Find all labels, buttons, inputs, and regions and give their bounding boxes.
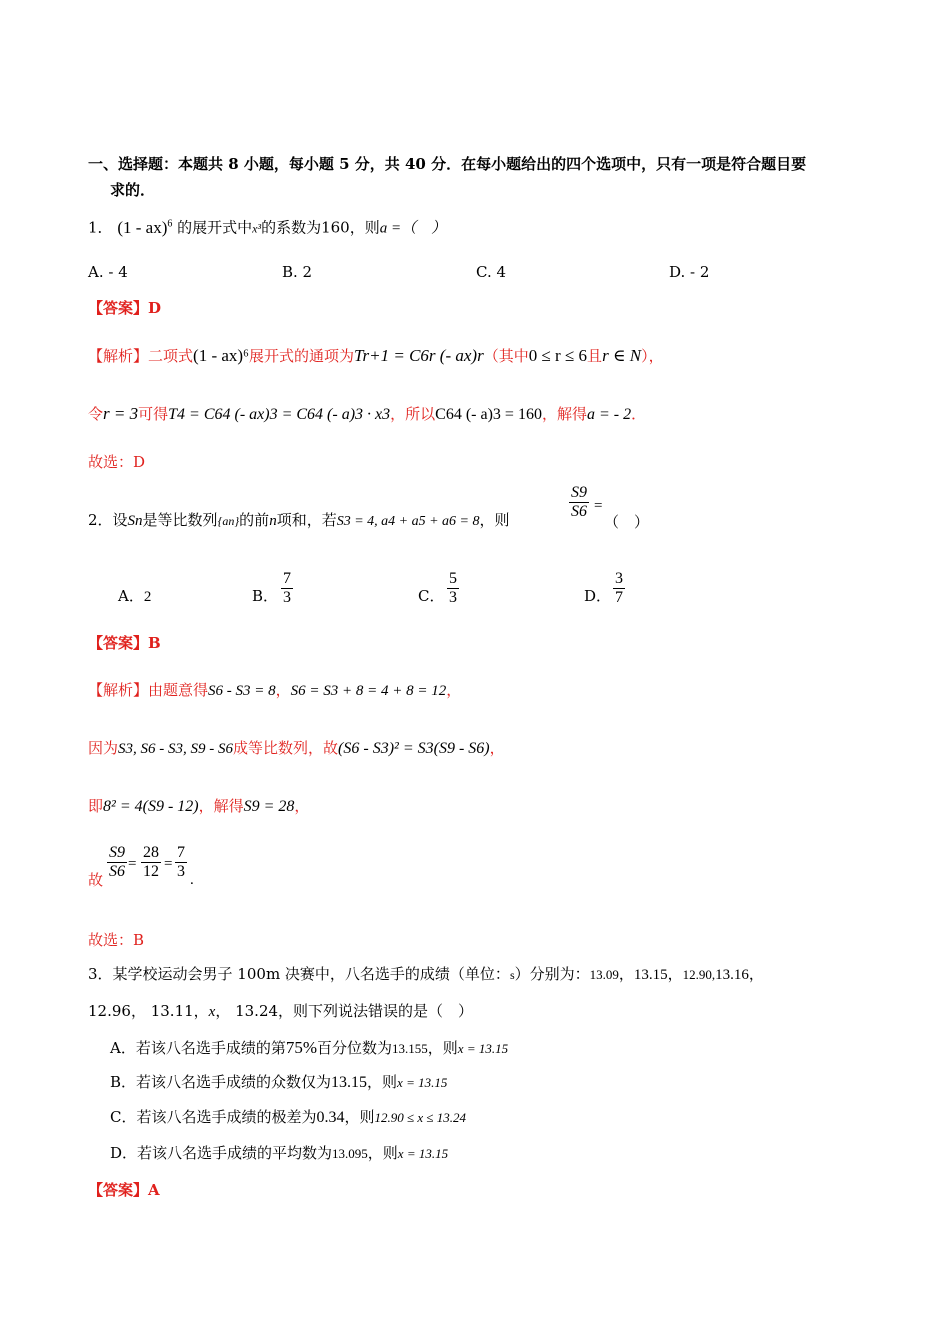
q1-option-c: C. 4 [476,263,507,281]
frac-denominator: S6 [109,863,125,880]
q1-answer [88,298,161,318]
q1-a1c: 展开式的通项为 [249,347,355,365]
opt-value: 13.155 [392,1041,428,1056]
q1-x3: x³ [252,221,262,236]
q3-sep: ， [748,965,764,983]
frac-denominator: 3 [283,589,291,606]
q3-option-a [110,1038,508,1059]
q2-a3e: ， [294,797,310,815]
q2-ratio-fraction-3 [175,844,187,881]
section-title-cont: 求的． [110,181,156,199]
q3-value-2: 13.15 [633,967,668,983]
q2-a2c: 成等比数列，故 [233,739,339,757]
q2-a3c: ，解得 [198,797,244,815]
q2-s9: S9 = 28 [243,798,295,815]
q1-number: 1． [88,218,113,237]
answer-label: 【答案】 [88,299,149,317]
frac-denominator: 7 [615,589,623,606]
q3-text-c: 12.96， 13.11， [88,1002,209,1020]
q3-answer [88,1180,160,1200]
answer-label: 【答案】 [88,1181,149,1199]
q2-s6: S6 = S3 + 8 = 4 + 8 = 12 [290,683,447,699]
q3-text-b: ）分别为： [514,965,590,983]
opt-value: 0.34 [316,1109,345,1126]
q2-text-d: ，则 [479,511,510,529]
opt-text: B．若该八名选手成绩的众数仅为 [110,1073,332,1091]
opt-value: 13.15 [331,1074,368,1091]
opt-condition: 12.90 ≤ x ≤ 13.24 [374,1110,467,1125]
q2-option-a [118,586,151,607]
opt-condition: x = 13.15 [397,1075,448,1090]
option-label: A． [118,587,144,605]
q2-option-d [584,586,611,606]
opt-condition: x = 13.15 [457,1041,509,1056]
q1-option-b: B. 2 [282,263,313,281]
frac-denominator: 3 [177,863,185,880]
q3-stem-line2 [88,1001,473,1022]
frac-numerator: 7 [283,570,291,587]
q3-option-c [110,1107,466,1128]
opt-text: 百分位数为 [317,1039,393,1057]
q2-stem-paren: （ ） [604,513,650,531]
q1-a2e: ，所以 [390,405,436,423]
q2-a2e: ， [489,739,505,757]
q1-analysis-line1 [88,346,664,366]
q3-sep: ， [618,965,634,983]
frac-numerator: 5 [449,570,457,587]
answer-label: 【答案】 [88,634,149,652]
opt-text: ，则 [344,1108,375,1126]
answer-value: A [148,1181,160,1199]
opt-text: A．若该八名选手成绩的第 [110,1039,286,1057]
q1-r-in-n: r ∈ N [602,346,642,365]
q1-option-d: D. - 2 [669,263,710,281]
q2-eq3: 8² = 4(S9 - 12) [103,798,199,815]
q2-analysis-line2 [88,738,505,759]
q2-an: {an} [217,514,240,528]
q1-a1e: （其中 [483,347,529,365]
answer-value: B [148,634,161,652]
q1-range: 0 ≤ r ≤ 6 [528,346,588,365]
q1-r-eq: r = 3 [103,404,139,423]
opt-percent: 75% [285,1038,318,1057]
q1-a1g: 且 [587,347,603,365]
analysis-label: 【解析】 [88,347,149,365]
q2-stem [88,510,510,532]
frac-denominator: S6 [571,503,587,520]
q2-sn: Sn [127,513,143,529]
q2-ratio-fraction-2 [141,844,161,881]
frac-denominator: 12 [143,863,159,880]
opt-text: ，则 [367,1073,398,1091]
q2-n: n [269,513,277,529]
q3-unit: s [509,968,515,982]
q3-x: x [208,1004,216,1020]
q2-stem-eq: = [594,498,603,514]
q1-a-eq: a =（ ） [379,220,447,237]
q1-t4: T4 = C64 (- ax)3 = C64 (- a)3 · x3 [168,406,391,423]
q1-a1i: ）， [641,347,664,365]
opt-text: ，则 [367,1144,398,1162]
option-label: D． [584,587,612,605]
frac-numerator: S9 [109,844,125,861]
q1-a1a: 二项式 [148,347,194,365]
q1-a2g: ，解得 [541,405,587,423]
q1-choose: 故选：D [88,453,146,471]
q2-seq: S3, S6 - S3, S9 - S6 [118,741,234,757]
q3-stem-line1 [88,964,764,985]
frac-numerator: 7 [177,844,185,861]
q2-ratio-eq2: = [164,856,173,872]
opt-condition: x = 13.15 [397,1146,449,1161]
q2-analysis-line1 [88,680,461,701]
q1-text-a: 的展开式中 [177,218,253,237]
q1-a2c: 可得 [138,405,169,423]
q2-text-b: 的前 [239,511,270,529]
q3-text-a: 3．某学校运动会男子 100m 决赛中，八名选手的成绩（单位： [88,965,510,983]
q2-number: 2．设 [88,511,128,529]
q2-option-c-fraction [447,570,459,607]
q1-analysis-line2 [88,404,646,425]
q3-text-d: ， 13.24，则下列说法错误的是（ ） [215,1002,474,1020]
frac-numerator: 28 [143,844,159,861]
q2-choose: 故选：B [88,931,145,949]
q1-text-b: 的系数为160，则 [261,218,380,237]
analysis-label: 【解析】 [88,681,149,699]
q1-a2a: 令 [88,405,104,423]
q3-value-1: 13.09 [589,967,619,982]
q3-value-4: 13.16 [715,967,749,983]
q2-diff: S6 - S3 = 8 [208,683,276,699]
q1-a2i: ． [631,405,647,423]
q2-option-b [252,586,278,606]
q2-answer [88,633,161,653]
option-label: C． [418,587,445,605]
option-label: B． [252,587,279,605]
q3-option-b [110,1072,447,1093]
q2-stem-fraction [569,484,589,521]
q1-option-a: A. - 4 [88,263,128,281]
q2-analysis-line4-label: 故 [88,871,104,889]
q2-a1a: 由题意得 [148,681,209,699]
frac-denominator: 3 [449,589,457,606]
option-value: 2 [143,589,152,605]
q1-expr: (1 - ax)$^6$ [117,217,173,237]
opt-text: C．若该八名选手成绩的极差为 [110,1108,317,1126]
q2-a1e: ， [446,681,462,699]
q2-a3a: 即 [88,797,104,815]
opt-value: 13.095 [332,1146,368,1161]
q2-ratio-fraction-1 [107,844,127,881]
q2-analysis-line3 [88,796,309,817]
q1-general-term: Tr+1 = C6r (- ax)r [354,346,484,365]
q2-ratio-eq1: = [128,856,137,872]
q3-sep: ， [667,965,683,983]
q2-option-c [418,586,444,606]
q3-value-3: 12.90, [682,967,716,982]
q2-option-d-fraction [613,570,625,607]
answer-value: D [148,299,162,317]
q2-ratio-end: . [190,872,194,888]
frac-numerator: 3 [615,570,623,587]
q1-a1-expr: (1 - ax)⁶ [193,346,249,365]
q3-option-d [110,1143,448,1164]
q1-stem [88,214,446,239]
q2-option-b-fraction [281,570,293,607]
section-title: 一、选择题：本题共 8 小题，每小题 5 分，共 40 分．在每小题给出的四个选项中，只有一项是符合题目要 [88,155,807,173]
q2-geo-eq: (S6 - S3)² = S3(S9 - S6) [338,740,490,757]
q2-a2a: 因为 [88,739,119,757]
opt-text: ，则 [427,1039,458,1057]
q2-text-a: 是等比数列 [142,511,218,529]
q1-coef-eq: C64 (- a)3 = 160 [435,406,542,423]
q1-solution: a = - 2 [586,406,632,423]
opt-text: D．若该八名选手成绩的平均数为 [110,1144,333,1162]
q2-text-c: 项和，若 [276,511,337,529]
frac-numerator: S9 [571,484,587,501]
q2-condition: S3 = 4, a4 + a5 + a6 = 8 [336,514,480,529]
q2-a1c: ， [275,681,291,699]
